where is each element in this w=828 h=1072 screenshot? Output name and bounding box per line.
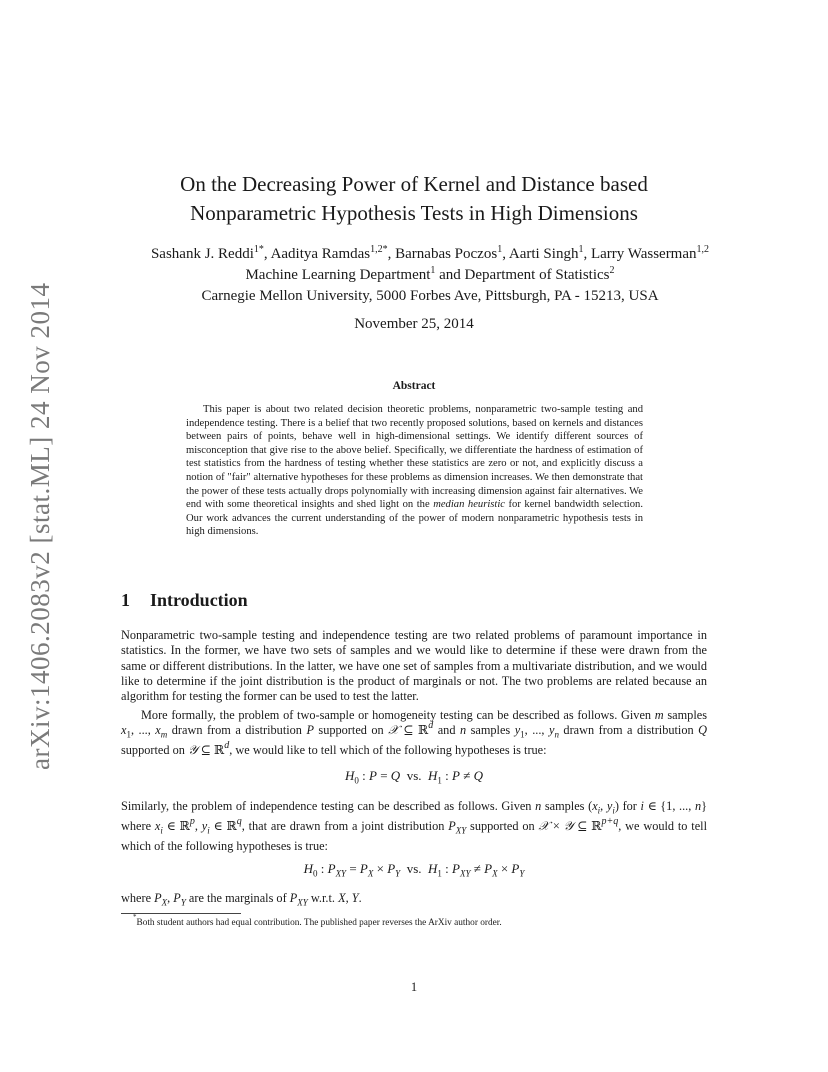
median-heuristic-emphasis: median heuristic <box>433 499 505 511</box>
author-block <box>60 244 800 307</box>
paragraph-1: Nonparametric two-sample testing and independence testing are two related problems of paramount importance in statistics. In the former, we have two sets of samples and we would like to determine if these were drawn from the same or different distributions. In the latter, we have one set of samples from a multivariate distribution, and we would like to determine if the joint distribution is the product of marginals or not. The two problems are related because an algorithm for testing the former can be used to test the latter. <box>121 628 707 704</box>
section-title: Introduction <box>150 590 248 610</box>
arxiv-stamp: arXiv:1406.2083v2 [stat.ML] 24 Nov 2014 <box>25 282 55 770</box>
page-number: 1 <box>410 980 418 994</box>
paper-title <box>100 170 728 228</box>
paper-date: November 25, 2014 <box>354 316 474 332</box>
title-line-2: Nonparametric Hypothesis Tests in High Dimensions <box>190 201 638 225</box>
section-heading <box>121 590 248 611</box>
affiliation: Machine Learning Department$^1$ and Department of Statistics$^2$ <box>245 265 615 283</box>
footnote-rule <box>121 913 241 914</box>
address: Carnegie Mellon University, 5000 Forbes Ave, Pittsburgh, PA - 15213, USA <box>201 288 659 304</box>
title-line-1: On the Decreasing Power of Kernel and Distance based <box>180 172 648 196</box>
paragraph-2: More formally, the problem of two-sample or homogeneity testing can be described as follows. Given m samples $x_1$, ..., $x_m$ drawn from a distribution P supported on 𝒳 ⊆ ℝ$^d$ and n samples $y_1$, ..., $y_n$ drawn from a distribution Q supported on 𝒴 ⊆ ℝ$^d$, we would like to tell which of the following hypotheses is true: <box>121 708 708 758</box>
equation-independence: $H_0$ : $P_{XY} = P_X \times P_Y$ vs. $H_1$ : $P_{XY} \ne P_X \times P_Y$ <box>303 861 525 879</box>
paragraph-3: Similarly, the problem of independence testing can be described as follows. Given n samples ($x_i$, $y_i$) for i ∈ {1, ..., n} where $x_i$ ∈ ℝ$^p$, $y_i$ ∈ ℝ$^q$, that are drawn from a joint distribution $P_{XY}$ supported on 𝒳 × 𝒴 ⊆ ℝ$^{p+q}$, we would to tell which of the following hypotheses is true: <box>121 799 707 853</box>
equation-two-sample: $H_0$ : P = Q vs. $H_1$ : P ≠ Q <box>344 768 483 786</box>
abstract-text: This paper is about two related decision theoretic problems, nonparametric two-sample testing and independence testing. There is a belief that two recently proposed solutions, based on kernels and distances between pairs of points, behave well in high-dimensional settings. We identify different sources of misconception that give rise to the above belief. Specifically, we differentiate the hardness of estimation of test statistics from the hardness of testing whether these statistics are zero or not, and explicitly discuss a notion of "fair" alternative hypotheses for these problems as dimension increases. We then demonstrate that the power of these tests actually drops polynomially with increasing dimension against fair alternatives. We end with some theoretical insights and shed light on the median heuristic for kernel bandwidth selection. Our work advances the current understanding of the power of modern nonparametric hypothesis tests in high dimensions. <box>186 404 643 538</box>
footnote: *Both student authors had equal contribution. The published paper reverses the ArXiv author order. <box>133 913 502 928</box>
author-names: Sashank J. Reddi$^{1*}$, Aaditya Ramdas$^{1,2*}$, Barnabas Poczos$^1$, Aarti Singh$^1$, Larry Wasserman$^{1,2}$ <box>150 244 710 262</box>
paragraph-4: where $P_X$, $P_Y$ are the marginals of $P_{XY}$ w.r.t. X, Y. <box>121 891 362 908</box>
abstract-heading: Abstract <box>392 380 436 392</box>
section-number: 1 <box>121 590 130 610</box>
